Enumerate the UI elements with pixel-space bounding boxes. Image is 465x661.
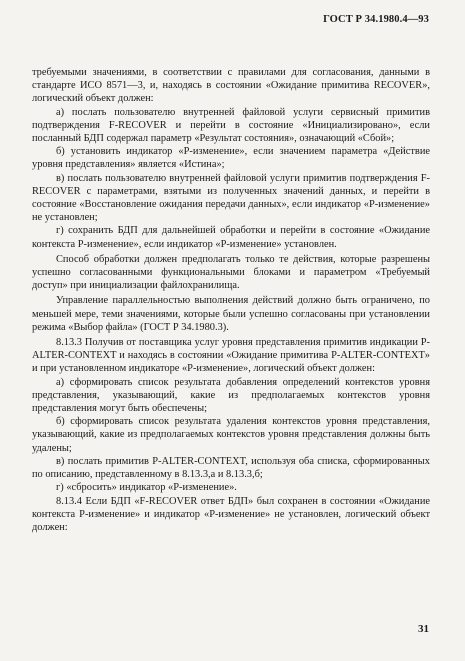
paragraph: г) сохранить БДП для дальнейшей обработки и перейти в состояние «Ожидание контекста Р-изменение», если индикатор «Р-изменение» установлен.	[32, 225, 430, 250]
page-header: ГОСТ Р 34.1980.4—93	[323, 14, 429, 25]
paragraph: а) послать пользователю внутренней файловой услуги сервисный примитив подтверждения F-RECOVER и перейти в состояние «Инициализировано», если посланный БДП содержал параметр «Результат состояния», означающий «Сбой»;	[32, 106, 430, 145]
paragraph: а) сформировать список результата добавления определений контекстов уровня представления, указывающий, какие из предполагаемых контекстов уровня представления могут быть обеспечены;	[32, 376, 430, 415]
paragraph: Управление параллельностью выполнения действий должно быть ограничено, по меньшей мере, теми значениями, которые были успешно согласованы при установлении режима «Выбор файла» (ГОСТ Р 34.1980.3).	[32, 295, 430, 333]
paragraph: в) послать пользователю внутренней файловой услуги примитив подтверждения F-RECOVER с параметрами, взятыми из полученных значений данных, и перейти в состояние «Восстановление ожидания передачи данных», если индикатор «Р-изменение» не установлен;	[32, 172, 430, 224]
paragraph: требуемыми значениями, в соответствии с правилами для согласования, данными в стандарте ИСО 8571—3, и, находясь в состоянии «Ожидание примитива RECOVER», логический объект должен:	[32, 67, 430, 105]
body-text	[32, 66, 430, 534]
paragraph: б) сформировать список результата удаления контекстов уровня представления, указывающий, какие из предполагаемых контекстов уровня представления должны быть удалены;	[32, 416, 430, 454]
section-paragraph: 8.13.3 Получив от поставщика услуг уровня представления примитив индикации P-ALTER-CONTEXT и находясь в состоянии «Ожидание примитива P-ALTER-CONTEXT» и при установленном индикаторе «Р-изменение», логический объект должен:	[32, 337, 430, 375]
paragraph: г) «сбросить» индикатор «Р-изменение».	[56, 482, 237, 494]
section-paragraph: 8.13.4 Если БДП «F-RECOVER ответ БДП» был сохранен в состоянии «Ожидание контекста Р-изменение» и индикатор «Р-изменение» не установлен, логический объект должен:	[32, 495, 430, 533]
page-number: 31	[418, 623, 429, 635]
paragraph: в) послать примитив P-ALTER-CONTEXT, используя оба списка, сформированных по описанию, представленному в 8.13.3,а и 8.13.3,б;	[32, 455, 430, 481]
paragraph: Способ обработки должен предполагать только те действия, которые разрешены успешно согласованными функциональными блоками и параметром «Требуемый доступ» при инициализации файлохранилища.	[32, 253, 430, 292]
paragraph: б) установить индикатор «Р-изменение», если значением параметра «Действие уровня представления» является «Истина»;	[32, 146, 430, 171]
